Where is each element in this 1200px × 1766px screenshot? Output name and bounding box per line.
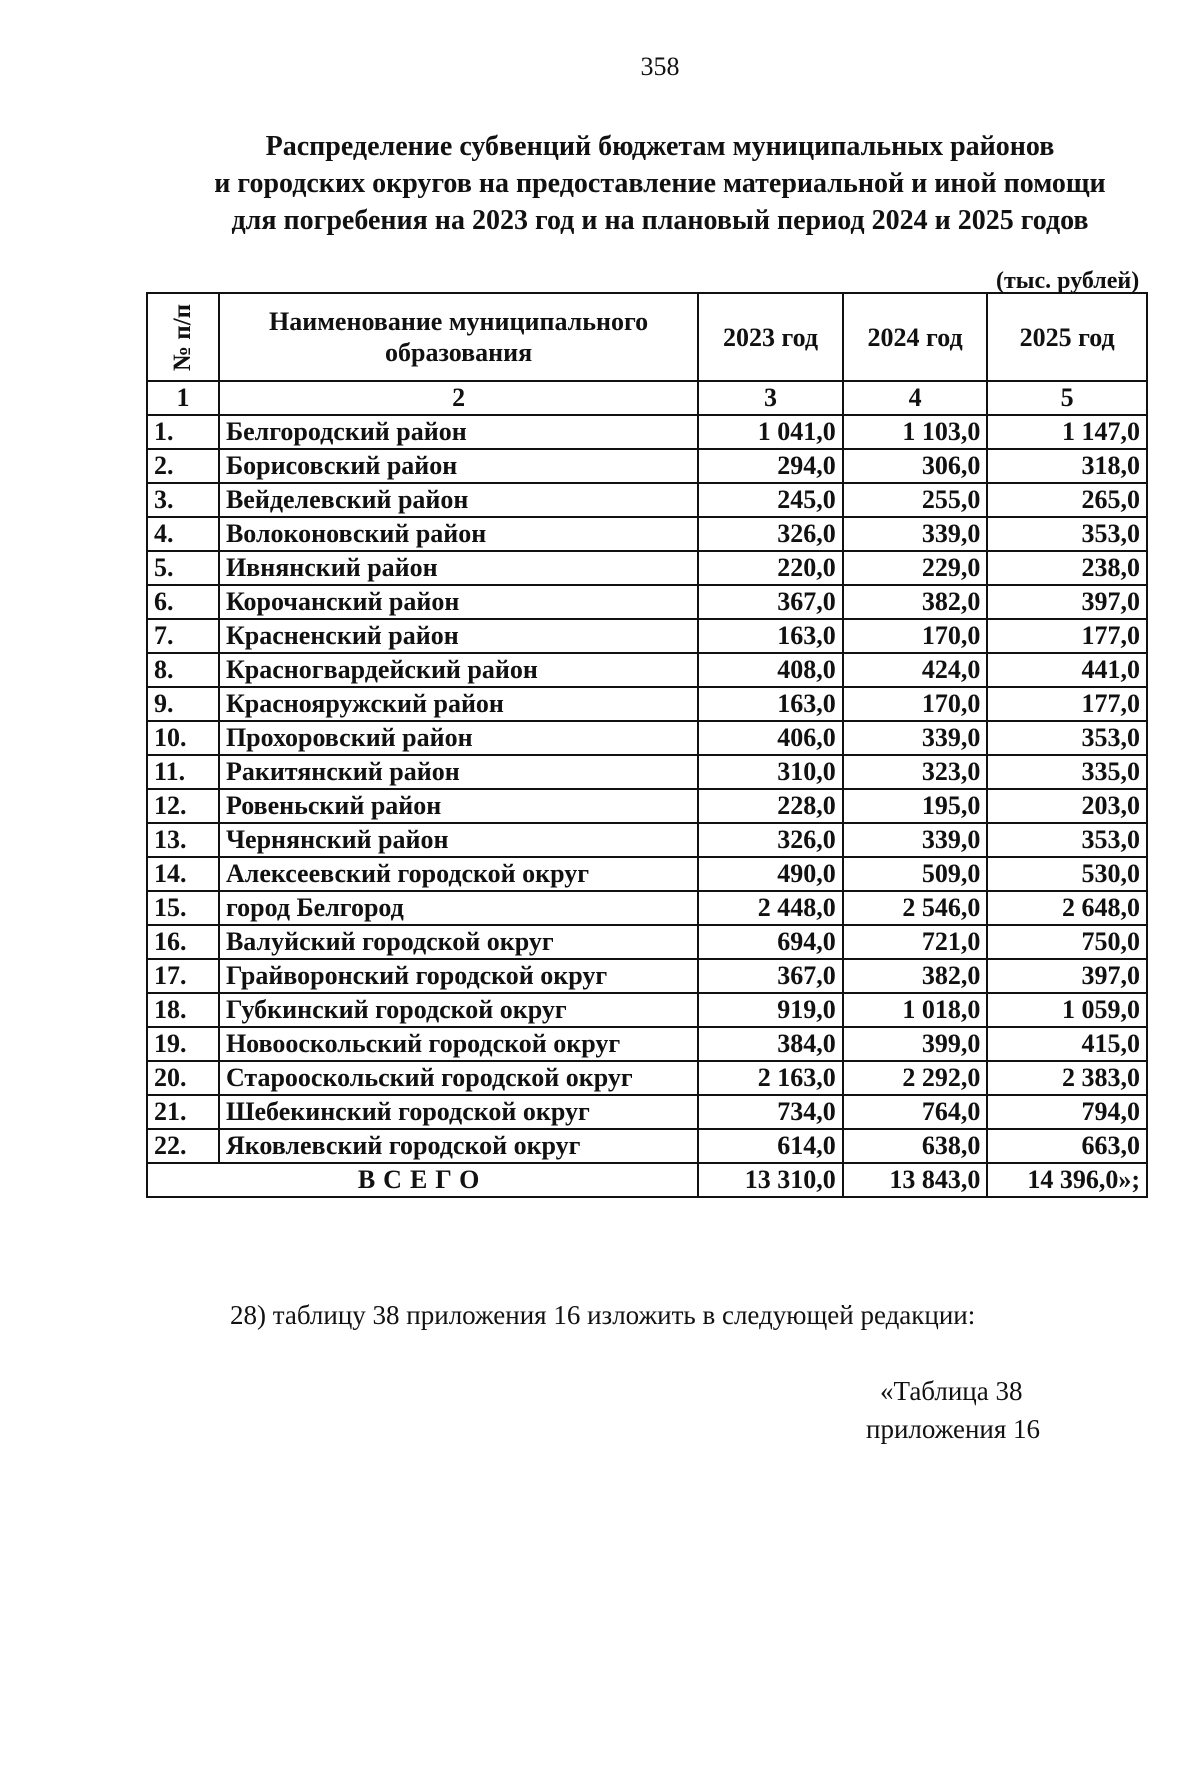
value-2025: 1 147,0 (987, 415, 1147, 449)
value-2025: 318,0 (987, 449, 1147, 483)
value-2024: 339,0 (843, 721, 988, 755)
municipality-name: Губкинский городской округ (219, 993, 698, 1027)
value-2025: 177,0 (987, 687, 1147, 721)
value-2024: 229,0 (843, 551, 988, 585)
value-2024: 2 546,0 (843, 891, 988, 925)
table-row (147, 1095, 1147, 1129)
title-line: и городских округов на предоставление материальной и иной помощи (214, 168, 1106, 199)
value-2025: 397,0 (987, 959, 1147, 993)
value-2025: 353,0 (987, 517, 1147, 551)
table-row (147, 721, 1147, 755)
value-2023: 294,0 (698, 449, 843, 483)
municipality-name: Корочанский район (219, 585, 698, 619)
table-row (147, 517, 1147, 551)
row-index: 19. (147, 1027, 219, 1061)
municipality-name: Грайворонский городской округ (219, 959, 698, 993)
table-row (147, 585, 1147, 619)
municipality-name: Валуйский городской округ (219, 925, 698, 959)
total-row (147, 1163, 1147, 1197)
municipality-name: Ровеньский район (219, 789, 698, 823)
value-2024: 170,0 (843, 687, 988, 721)
header-2023: 2023 год (698, 293, 843, 381)
municipality-name: Краснояружский район (219, 687, 698, 721)
column-numbers-row (147, 381, 1147, 415)
row-index: 9. (147, 687, 219, 721)
table-caption (866, 1372, 1041, 1448)
value-2023: 1 041,0 (698, 415, 843, 449)
table-row (147, 789, 1147, 823)
table-row (147, 449, 1147, 483)
table-row (147, 415, 1147, 449)
municipality-name: Красногвардейский район (219, 653, 698, 687)
total-2024: 13 843,0 (843, 1163, 988, 1197)
municipality-name: Шебекинский городской округ (219, 1095, 698, 1129)
row-index: 12. (147, 789, 219, 823)
municipality-name: Старооскольский городской округ (219, 1061, 698, 1095)
row-index: 21. (147, 1095, 219, 1129)
units-label: (тыс. рублей) (996, 268, 1140, 294)
total-2025: 14 396,0»; (987, 1163, 1147, 1197)
row-index: 22. (147, 1129, 219, 1163)
value-2024: 638,0 (843, 1129, 988, 1163)
value-2025: 750,0 (987, 925, 1147, 959)
value-2024: 399,0 (843, 1027, 988, 1061)
header-name-line: Наименование муниципального (269, 307, 649, 336)
value-2023: 220,0 (698, 551, 843, 585)
value-2024: 382,0 (843, 585, 988, 619)
header-number (147, 293, 219, 381)
caption-line: «Таблица 38 (880, 1376, 1023, 1406)
page-number: 358 (640, 52, 680, 81)
row-index: 2. (147, 449, 219, 483)
value-2025: 663,0 (987, 1129, 1147, 1163)
table-row (147, 619, 1147, 653)
municipality-name: Чернянский район (219, 823, 698, 857)
value-2023: 408,0 (698, 653, 843, 687)
table-row (147, 1027, 1147, 1061)
value-2023: 326,0 (698, 517, 843, 551)
row-index: 5. (147, 551, 219, 585)
value-2024: 170,0 (843, 619, 988, 653)
row-index: 10. (147, 721, 219, 755)
value-2024: 1 103,0 (843, 415, 988, 449)
row-index: 15. (147, 891, 219, 925)
value-2025: 265,0 (987, 483, 1147, 517)
instruction-text: 28) таблицу 38 приложения 16 изложить в следующей редакции: (230, 1300, 976, 1330)
municipality-name: Вейделевский район (219, 483, 698, 517)
table-row (147, 925, 1147, 959)
value-2025: 441,0 (987, 653, 1147, 687)
value-2023: 919,0 (698, 993, 843, 1027)
value-2024: 339,0 (843, 517, 988, 551)
value-2024: 721,0 (843, 925, 988, 959)
value-2024: 764,0 (843, 1095, 988, 1129)
value-2024: 195,0 (843, 789, 988, 823)
caption-line: приложения 16 (866, 1414, 1041, 1444)
header-name-line: образования (385, 338, 533, 367)
row-index: 20. (147, 1061, 219, 1095)
table-row (147, 755, 1147, 789)
value-2025: 203,0 (987, 789, 1147, 823)
value-2025: 353,0 (987, 721, 1147, 755)
value-2023: 490,0 (698, 857, 843, 891)
municipality-name: Ракитянский район (219, 755, 698, 789)
value-2024: 382,0 (843, 959, 988, 993)
table-row (147, 687, 1147, 721)
header-name (219, 293, 698, 381)
municipality-name: Прохоровский район (219, 721, 698, 755)
value-2023: 2 163,0 (698, 1061, 843, 1095)
value-2024: 339,0 (843, 823, 988, 857)
value-2024: 509,0 (843, 857, 988, 891)
value-2025: 530,0 (987, 857, 1147, 891)
row-index: 18. (147, 993, 219, 1027)
total-label: ВСЕГО (147, 1163, 698, 1197)
value-2025: 397,0 (987, 585, 1147, 619)
value-2025: 2 383,0 (987, 1061, 1147, 1095)
value-2025: 238,0 (987, 551, 1147, 585)
table-row (147, 857, 1147, 891)
row-index: 13. (147, 823, 219, 857)
document-title (0, 128, 1200, 239)
municipality-name: Красненский район (219, 619, 698, 653)
municipality-name: Алексеевский городской округ (219, 857, 698, 891)
value-2023: 406,0 (698, 721, 843, 755)
table-row (147, 483, 1147, 517)
value-2024: 2 292,0 (843, 1061, 988, 1095)
value-2025: 353,0 (987, 823, 1147, 857)
table-row (147, 993, 1147, 1027)
municipality-name: Белгородский район (219, 415, 698, 449)
value-2023: 326,0 (698, 823, 843, 857)
title-line: Распределение субвенций бюджетам муниципальных районов (265, 131, 1055, 162)
value-2025: 1 059,0 (987, 993, 1147, 1027)
subventions-table (146, 292, 1148, 1198)
header-2024: 2024 год (843, 293, 988, 381)
table-row (147, 1129, 1147, 1163)
title-line: для погребения на 2023 год и на плановый период 2024 и 2025 годов (231, 205, 1089, 236)
column-number: 5 (987, 381, 1147, 415)
value-2025: 415,0 (987, 1027, 1147, 1061)
row-index: 14. (147, 857, 219, 891)
total-2023: 13 310,0 (698, 1163, 843, 1197)
row-index: 17. (147, 959, 219, 993)
value-2023: 384,0 (698, 1027, 843, 1061)
column-number: 3 (698, 381, 843, 415)
row-index: 1. (147, 415, 219, 449)
table-row (147, 959, 1147, 993)
row-index: 16. (147, 925, 219, 959)
value-2024: 255,0 (843, 483, 988, 517)
municipality-name: Ивнянский район (219, 551, 698, 585)
value-2023: 367,0 (698, 585, 843, 619)
table-header-row (147, 293, 1147, 381)
value-2023: 614,0 (698, 1129, 843, 1163)
value-2023: 2 448,0 (698, 891, 843, 925)
municipality-name: Борисовский район (219, 449, 698, 483)
value-2023: 367,0 (698, 959, 843, 993)
row-index: 8. (147, 653, 219, 687)
header-number-label: № п/п (169, 303, 197, 372)
municipality-name: Новооскольский городской округ (219, 1027, 698, 1061)
value-2023: 310,0 (698, 755, 843, 789)
header-2025: 2025 год (987, 293, 1147, 381)
value-2024: 424,0 (843, 653, 988, 687)
table-row (147, 551, 1147, 585)
municipality-name: Яковлевский городской округ (219, 1129, 698, 1163)
row-index: 6. (147, 585, 219, 619)
column-number: 2 (219, 381, 698, 415)
column-number: 4 (843, 381, 988, 415)
row-index: 4. (147, 517, 219, 551)
value-2025: 794,0 (987, 1095, 1147, 1129)
value-2024: 1 018,0 (843, 993, 988, 1027)
row-index: 3. (147, 483, 219, 517)
value-2025: 2 648,0 (987, 891, 1147, 925)
municipality-name: Волоконовский район (219, 517, 698, 551)
table-row (147, 1061, 1147, 1095)
value-2023: 245,0 (698, 483, 843, 517)
value-2025: 177,0 (987, 619, 1147, 653)
row-index: 7. (147, 619, 219, 653)
table-row (147, 823, 1147, 857)
value-2024: 306,0 (843, 449, 988, 483)
value-2023: 163,0 (698, 619, 843, 653)
value-2023: 228,0 (698, 789, 843, 823)
value-2025: 335,0 (987, 755, 1147, 789)
value-2024: 323,0 (843, 755, 988, 789)
table-row (147, 891, 1147, 925)
row-index: 11. (147, 755, 219, 789)
column-number: 1 (147, 381, 219, 415)
municipality-name: город Белгород (219, 891, 698, 925)
value-2023: 694,0 (698, 925, 843, 959)
value-2023: 163,0 (698, 687, 843, 721)
value-2023: 734,0 (698, 1095, 843, 1129)
table-row (147, 653, 1147, 687)
